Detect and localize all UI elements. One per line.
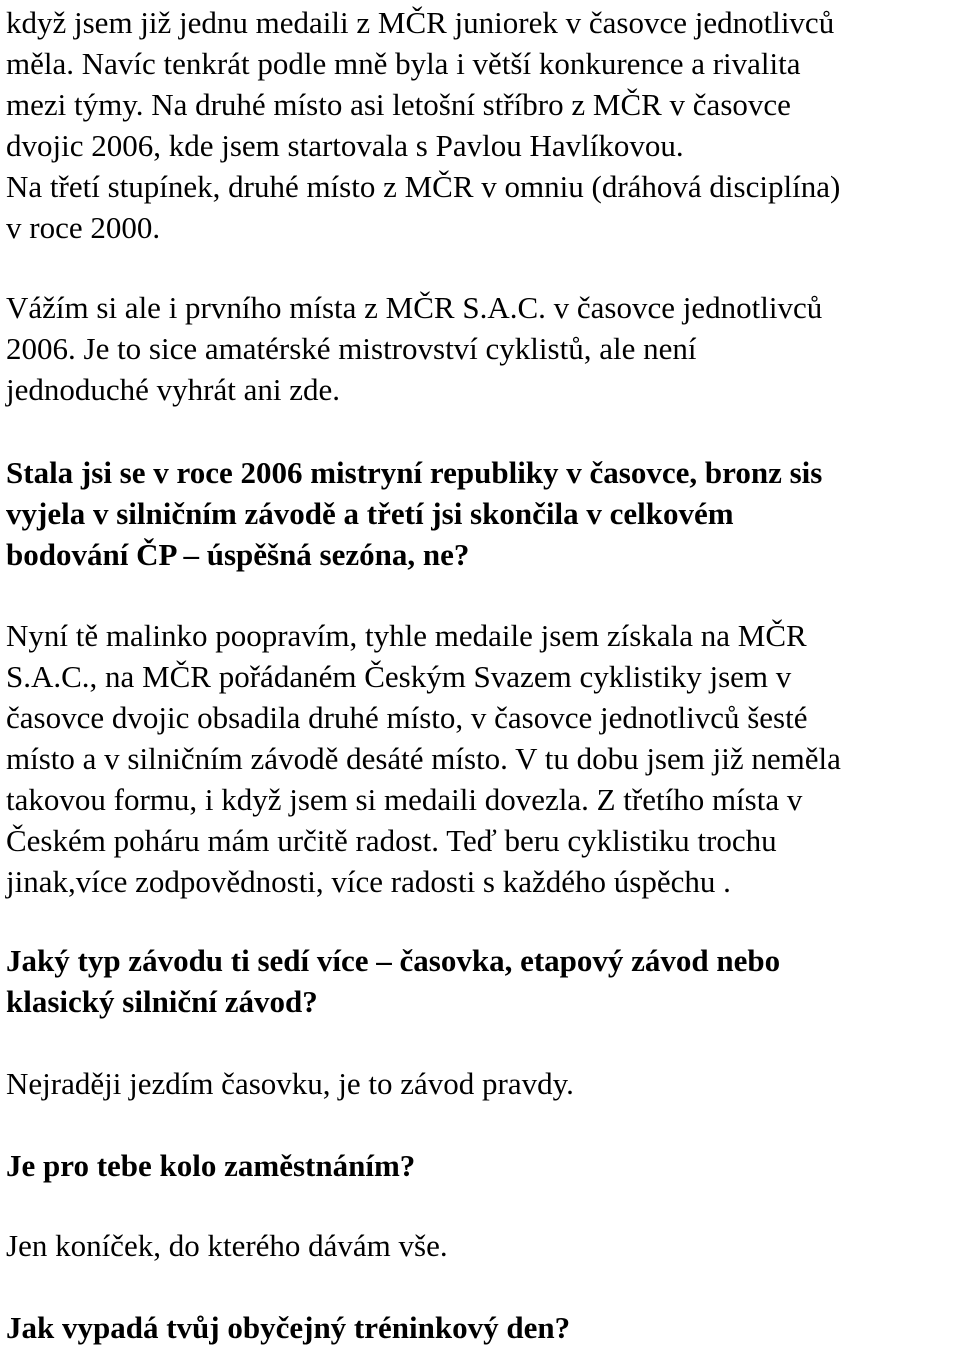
text-line: Nyní tě malinko poopravím, tyhle medaile jsem získala na MČR xyxy=(6,618,807,653)
question-line: bodování ČP – úspěšná sezóna, ne? xyxy=(6,537,470,572)
text-line: S.A.C., na MČR pořádaném Českým Svazem cyklistiky jsem v xyxy=(6,659,792,694)
text-line: v roce 2000. xyxy=(6,210,161,245)
answer-paragraph xyxy=(6,2,960,248)
text-line: Českém poháru mám určitě radost. Teď beru cyklistiku trochu xyxy=(6,823,777,858)
text-line: Jen koníček, do kterého dávám vše. xyxy=(6,1228,448,1263)
question-paragraph xyxy=(6,940,960,1022)
answer-paragraph xyxy=(6,1063,960,1104)
question-line: Jak vypadá tvůj obyčejný tréninkový den? xyxy=(6,1310,571,1345)
answer-paragraph xyxy=(6,615,960,902)
question-paragraph xyxy=(6,1145,960,1186)
text-line: takovou formu, i když jsem si medaili dovezla. Z třetího místa v xyxy=(6,782,803,817)
text-line: Nejraději jezdím časovku, je to závod pravdy. xyxy=(6,1066,574,1101)
text-line: Na třetí stupínek, druhé místo z MČR v omniu (dráhová disciplína) xyxy=(6,169,841,204)
question-line: vyjela v silničním závodě a třetí jsi skončila v celkovém xyxy=(6,496,734,531)
text-line: dvojic 2006, kde jsem startovala s Pavlou Havlíkovou. xyxy=(6,128,684,163)
text-line: Vážím si ale i prvního místa z MČR S.A.C. v časovce jednotlivců xyxy=(6,290,823,325)
question-line: Jaký typ závodu ti sedí více – časovka, etapový závod nebo xyxy=(6,943,781,978)
question-line: Je pro tebe kolo zaměstnáním? xyxy=(6,1148,416,1183)
text-line: jednoduché vyhrát ani zde. xyxy=(6,372,340,407)
question-paragraph xyxy=(6,452,960,575)
text-line: mezi týmy. Na druhé místo asi letošní stříbro z MČR v časovce xyxy=(6,87,791,122)
question-paragraph xyxy=(6,1307,960,1348)
text-line: jinak,více zodpovědnosti, více radosti s každého úspěchu . xyxy=(6,864,731,899)
text-line: měla. Navíc tenkrát podle mně byla i větší konkurence a rivalita xyxy=(6,46,801,81)
question-line: Stala jsi se v roce 2006 mistryní republiky v časovce, bronz sis xyxy=(6,455,823,490)
answer-paragraph xyxy=(6,287,960,410)
question-line: klasický silniční závod? xyxy=(6,984,318,1019)
answer-paragraph xyxy=(6,1225,960,1266)
text-line: časovce dvojic obsadila druhé místo, v časovce jednotlivců šesté xyxy=(6,700,808,735)
text-line: místo a v silničním závodě desáté místo. V tu dobu jsem již neměla xyxy=(6,741,841,776)
text-line: když jsem již jednu medaili z MČR juniorek v časovce jednotlivců xyxy=(6,5,835,40)
text-line: 2006. Je to sice amatérské mistrovství cyklistů, ale není xyxy=(6,331,697,366)
